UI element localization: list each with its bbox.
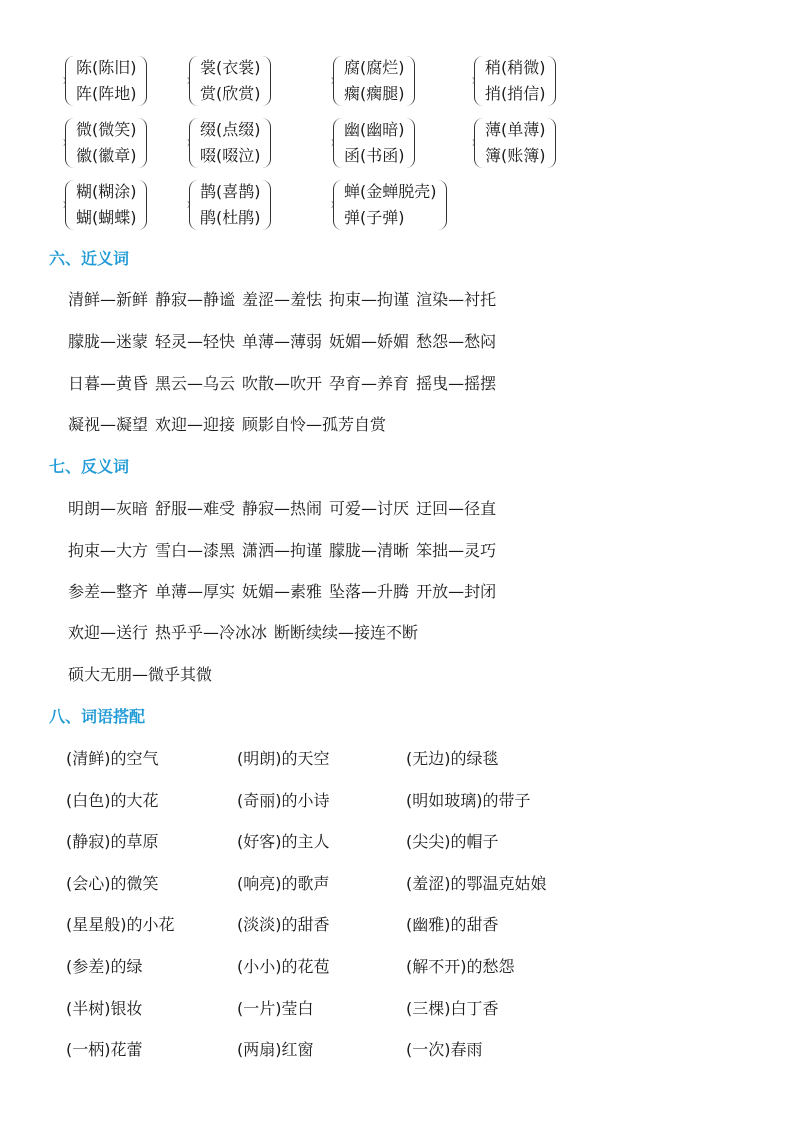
left-brace <box>333 118 342 168</box>
char-group <box>65 118 147 168</box>
word-pair: 单薄—薄弱 <box>242 332 323 351</box>
section-heading: 六、近义词 <box>49 249 130 268</box>
right-brace <box>406 118 415 168</box>
word-pair: 朦胧—清晰 <box>329 541 410 560</box>
word-pair: 凝视—凝望 <box>68 415 149 434</box>
word-pair: 明朗—灰暗 <box>68 499 149 518</box>
char-word: 稍(稍微) <box>485 58 546 77</box>
char-word: 陈(陈旧) <box>76 58 137 77</box>
char-word: 徽(徽章) <box>76 146 137 165</box>
char-word: 捎(捎信) <box>485 84 546 103</box>
word-row <box>68 579 503 602</box>
word-pair: 日暮—黄昏 <box>68 374 149 393</box>
char-word: 腐(腐烂) <box>344 58 405 77</box>
word-pair: 开放—封闭 <box>416 582 497 601</box>
char-group <box>333 56 415 106</box>
char-word: 瘸(瘸腿) <box>344 84 405 103</box>
collocation: (一次)春雨 <box>406 1040 483 1059</box>
collocation: (参差)的绿 <box>66 957 143 976</box>
collocation: (好客)的主人 <box>237 832 330 851</box>
word-pair: 静寂—静谧 <box>155 290 236 309</box>
char-word: 鹃(杜鹃) <box>200 208 261 227</box>
char-word: 幽(幽暗) <box>344 120 405 139</box>
char-group <box>189 56 271 106</box>
right-brace <box>262 180 271 230</box>
collocation: (清鲜)的空气 <box>66 749 159 768</box>
word-row <box>68 412 393 435</box>
left-brace <box>474 118 483 168</box>
left-brace <box>65 118 74 168</box>
char-word: 蝉(金蝉脱壳) <box>344 182 437 201</box>
char-group <box>474 56 556 106</box>
word-pair: 潇洒—拘谨 <box>242 541 323 560</box>
word-pair: 雪白—漆黑 <box>155 541 236 560</box>
collocation: (淡淡)的甜香 <box>237 915 330 934</box>
word-pair: 拘束—大方 <box>68 541 149 560</box>
collocation: (半树)银妆 <box>66 999 143 1018</box>
left-brace <box>189 118 198 168</box>
left-brace <box>65 56 74 106</box>
collocation: (明朗)的天空 <box>237 749 330 768</box>
collocation: (星星般)的小花 <box>66 915 175 934</box>
collocation: (静寂)的草原 <box>66 832 159 851</box>
word-pair: 迂回—径直 <box>416 499 497 518</box>
collocation: (白色)的大花 <box>66 791 159 810</box>
collocation: (一柄)花蕾 <box>66 1040 143 1059</box>
word-pair: 可爱—讨厌 <box>329 499 410 518</box>
char-group <box>65 56 147 106</box>
word-row <box>68 329 503 352</box>
collocation: (小小)的花苞 <box>237 957 330 976</box>
word-pair: 轻灵—轻快 <box>155 332 236 351</box>
left-brace <box>333 180 342 230</box>
word-row <box>68 371 503 394</box>
char-word: 弹(子弹) <box>344 208 405 227</box>
char-word: 啜(啜泣) <box>200 146 261 165</box>
char-word: 阵(阵地) <box>76 84 137 103</box>
word-pair: 顾影自怜—孤芳自赏 <box>242 415 387 434</box>
collocation: (幽雅)的甜香 <box>406 915 499 934</box>
right-brace <box>138 180 147 230</box>
word-row <box>68 496 503 519</box>
word-pair: 坠落—升腾 <box>329 582 410 601</box>
collocation: (解不开)的愁怨 <box>406 957 515 976</box>
word-pair: 朦胧—迷蒙 <box>68 332 149 351</box>
word-pair: 拘束—拘谨 <box>329 290 410 309</box>
char-word: 糊(糊涂) <box>76 182 137 201</box>
char-word: 缀(点缀) <box>200 120 261 139</box>
char-word: 裳(衣裳) <box>200 58 261 77</box>
word-pair: 妩媚—素雅 <box>242 582 323 601</box>
section-heading: 八、词语搭配 <box>49 707 146 726</box>
collocation: (两扇)红窗 <box>237 1040 314 1059</box>
word-pair: 笨拙—灵巧 <box>416 541 497 560</box>
collocation: (尖尖)的帽子 <box>406 832 499 851</box>
char-word: 赏(欣赏) <box>200 84 261 103</box>
left-brace <box>65 180 74 230</box>
collocation: (无边)的绿毯 <box>406 749 499 768</box>
word-pair: 欢迎—送行 <box>68 623 149 642</box>
word-pair: 摇曳—摇摆 <box>416 374 497 393</box>
char-word: 薄(单薄) <box>485 120 546 139</box>
char-group <box>474 118 556 168</box>
right-brace <box>138 56 147 106</box>
collocation: (一片)莹白 <box>237 999 314 1018</box>
word-pair: 黑云—乌云 <box>155 374 236 393</box>
word-row <box>68 287 503 310</box>
left-brace <box>189 180 198 230</box>
collocation: (明如玻璃)的带子 <box>406 791 531 810</box>
word-pair: 清鲜—新鲜 <box>68 290 149 309</box>
char-word: 蝴(蝴蝶) <box>76 208 137 227</box>
word-pair: 断断续续—接连不断 <box>274 623 419 642</box>
char-group <box>333 118 415 168</box>
word-pair: 舒服—难受 <box>155 499 236 518</box>
char-word: 鹊(喜鹊) <box>200 182 261 201</box>
right-brace <box>438 180 447 230</box>
collocation: (羞涩)的鄂温克姑娘 <box>406 874 547 893</box>
word-row <box>68 662 219 685</box>
collocation: (奇丽)的小诗 <box>237 791 330 810</box>
word-pair: 吹散—吹开 <box>242 374 323 393</box>
right-brace <box>406 56 415 106</box>
word-pair: 羞涩—羞怯 <box>242 290 323 309</box>
left-brace <box>189 56 198 106</box>
char-word: 函(书函) <box>344 146 405 165</box>
right-brace <box>262 56 271 106</box>
left-brace <box>474 56 483 106</box>
right-brace <box>138 118 147 168</box>
collocation: (响亮)的歌声 <box>237 874 330 893</box>
word-pair: 硕大无朋—微乎其微 <box>68 665 213 684</box>
word-pair: 愁怨—愁闷 <box>416 332 497 351</box>
right-brace <box>547 118 556 168</box>
char-word: 簿(账簿) <box>485 146 546 165</box>
word-row <box>68 620 425 643</box>
word-pair: 热乎乎—冷冰冰 <box>155 623 268 642</box>
collocation: (会心)的微笑 <box>66 874 159 893</box>
section-heading: 七、反义词 <box>49 457 130 476</box>
word-pair: 单薄—厚实 <box>155 582 236 601</box>
char-group <box>333 180 447 230</box>
word-pair: 欢迎—迎接 <box>155 415 236 434</box>
left-brace <box>333 56 342 106</box>
collocation: (三棵)白丁香 <box>406 999 499 1018</box>
right-brace <box>262 118 271 168</box>
word-pair: 渲染—衬托 <box>416 290 497 309</box>
word-pair: 孕育—养育 <box>329 374 410 393</box>
char-group <box>65 180 147 230</box>
word-pair: 静寂—热闹 <box>242 499 323 518</box>
char-word: 微(微笑) <box>76 120 137 139</box>
char-group <box>189 180 271 230</box>
word-pair: 参差—整齐 <box>68 582 149 601</box>
char-group <box>189 118 271 168</box>
word-pair: 妩媚—娇媚 <box>329 332 410 351</box>
word-row <box>68 538 503 561</box>
right-brace <box>547 56 556 106</box>
